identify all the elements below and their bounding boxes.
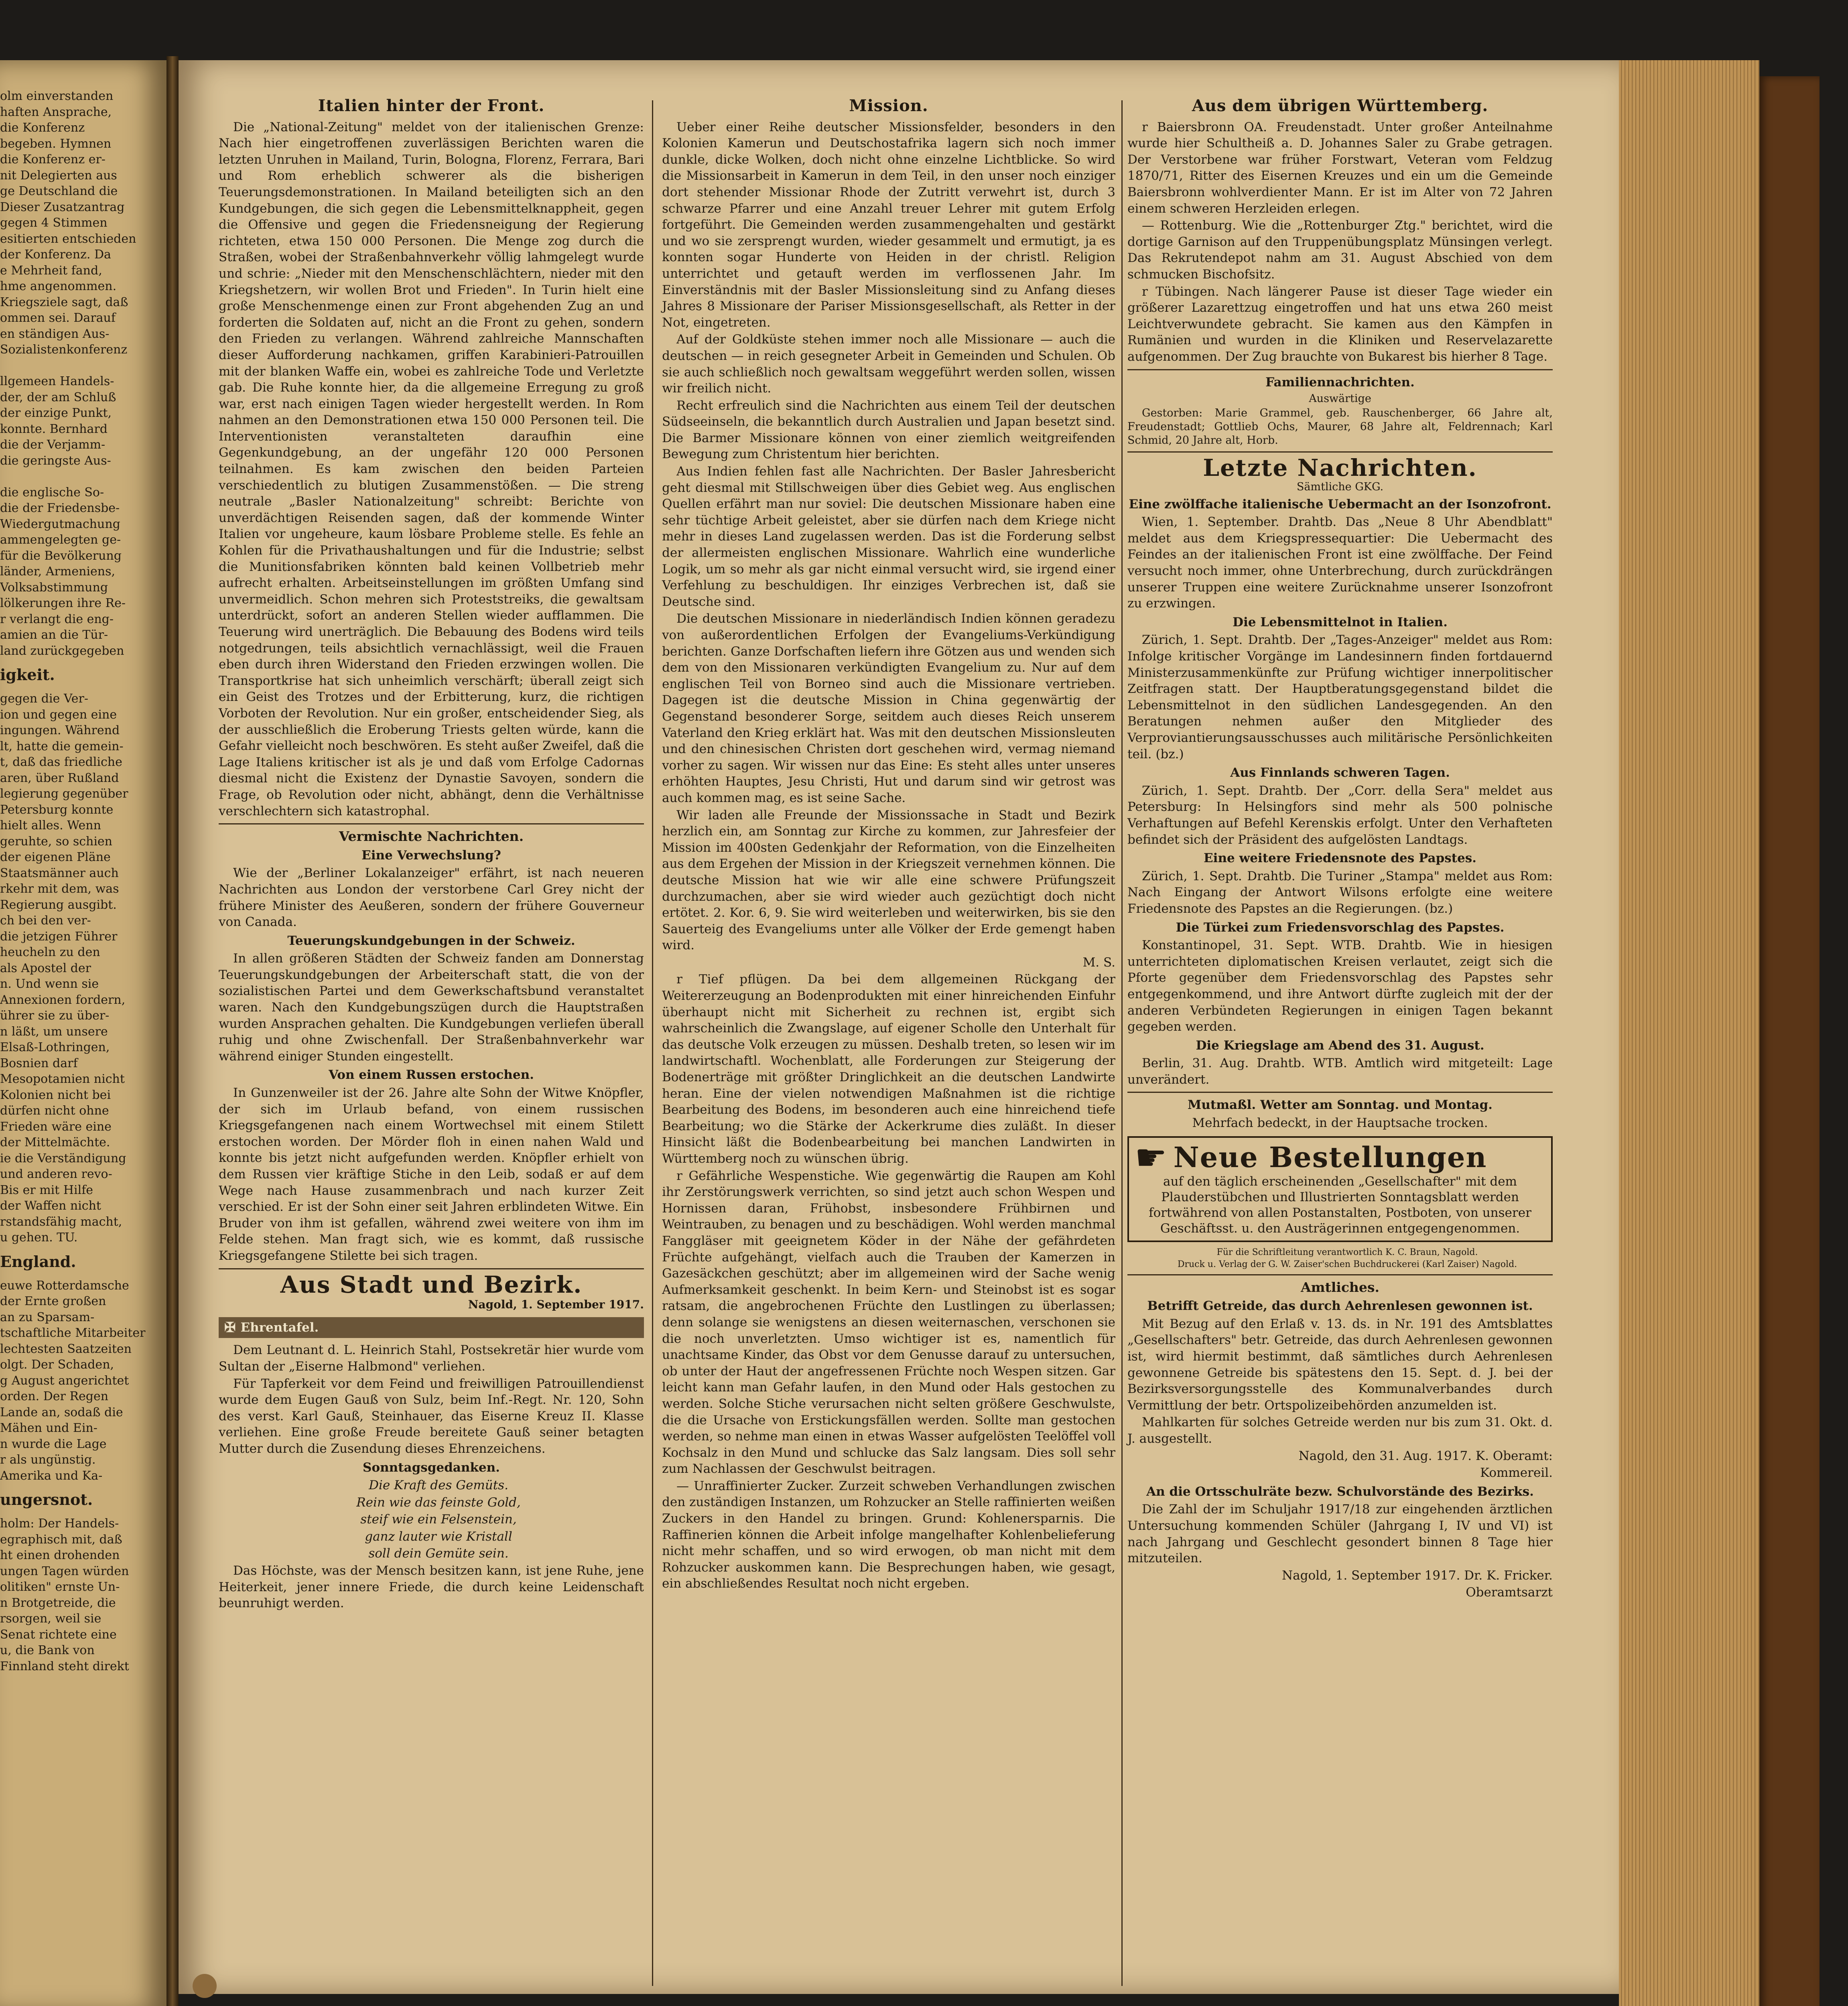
left-page-line: Lande an, sodaß die (0, 1405, 123, 1419)
left-page-line: lt, hatte die gemein- (0, 739, 124, 753)
imprint-line-1: Für die Schriftleitung verantwortlich K. C. Braun, Nagold. (1216, 1247, 1478, 1257)
left-page-line: der Waffen nicht (0, 1199, 101, 1213)
left-page-line: an zu Sparsam- (0, 1310, 95, 1324)
imprint-line-2: Druck u. Verlag der G. W. Zaiser'schen Buchdruckerei (Karl Zaiser) Nagold. (1177, 1259, 1517, 1269)
left-page-line: r als ungünstig. (0, 1453, 96, 1467)
subhead-finnland: Aus Finnlands schweren Tagen. (1230, 765, 1450, 780)
page-edge-stack (1619, 60, 1759, 2006)
left-page-line: ungen Tagen würden (0, 1564, 129, 1578)
left-page-line: land zurückgegeben (0, 644, 124, 658)
left-page-line: ingungen. Während (0, 723, 120, 737)
article-wespenstiche: r Gefährliche Wespenstiche. Wie gegenwärtig die Raupen am Kohl ihr Zerstörungswerk verrichten, so sind jetzt auch schon Wespen und Hornissen daran, Frühobst, insbesondere Frühbirnen und Weintrauben, zu benagen und zu beschädigen. Wohl werden manchmal Fanggläser mit geeignetem Köder in der Nähe der gefährdeten Früchte aufgehängt, vielfach auch die Trauben der Kamerzen in Gazesäckchen geschützt; aber im allgemeinen wird der Sache wenig Aufmerksamkeit geschenkt. In beim Kern- und Steinobst ist es sogar ratsam, die angebrochenen Früchte den Lustlingen zu überlassen; denn solange sie wenigstens an diesen weiternaschen, verschonen sie die noch unverletzten. Umso wichtiger ist es, namentlich für unachtsame Kinder, das Obst vor dem Genusse darauf zu untersuchen, ob unter der Haut der angefressenen Früchte noch Wespen sitzen. Gar leicht kann man Gefahr laufen, in den Mund oder Hals gestochen zu werden. Solche Stiche verursachen nicht selten größere Geschwulste, die die Ursache von Erstickungsfällen werden. Sollte man gestochen werden, so nehme man einen in etwas Wasser aufgelösten Teelöffel voll Kochsalz in den Mund und schlucke das Salz langsam. Dies soll sehr zum Nachlassen der Geschwulst beitragen. (662, 1168, 1115, 1476)
signature-oberamtsarzt: Oberamtsarzt (1466, 1585, 1553, 1600)
article-wien: Wien, 1. September. Drahtb. Das „Neue 8 Uhr Abendblatt" meldet aus dem Kriegspressequartier: Die Uebermacht des Feindes an der italienischen Front ist eine zwölffache. Der Feind versucht noch immer, ohne Unterbrechung, durch zurückdrängen unserer Truppen eine weitere Zurücknahme unserer Isonzofront zu erzwingen. (1127, 515, 1553, 611)
column-rule (652, 100, 653, 1986)
subhead-kriegslage: Die Kriegslage am Abend des 31. August. (1196, 1038, 1484, 1053)
article-ortsschulraete: Die Zahl der im Schuljahr 1917/18 zur eingehenden ärztlichen Untersuchung kommenden Schüler (Jahrgang I, IV und VI) ist nach Jahrgang und Geschlecht gesondert binnen 8 Tage hier mitzuteilen. (1127, 1502, 1553, 1566)
book-cover (1759, 76, 1820, 2006)
article-getreide-2: Mahlkarten für solches Getreide werden nur bis zum 31. Okt. d. J. ausgestellt. (1127, 1415, 1553, 1446)
left-page-line: g August angerichtet (0, 1373, 129, 1388)
left-page-line: n läßt, um unsere (0, 1024, 108, 1039)
headline-vermischte: Vermischte Nachrichten. (339, 828, 524, 845)
subhead-uebermacht: Eine zwölffache italienische Uebermacht an der Isonzofront. (1129, 497, 1552, 512)
left-page-line: haften Ansprache, (0, 105, 112, 119)
ad-body: auf den täglich erscheinenden „Gesellschafter" mit dem Plauderstübchen und Illustrierten Sonntagsblatt werden fortwährend von allen Postanstalten, Postboten, von unserer Geschäftsst. u. den Austrägerinnen entgegengenommen. (1149, 1174, 1531, 1236)
left-page-line: Petersburg konnte (0, 802, 114, 817)
headline-italien: Italien hinter der Front. (318, 96, 545, 115)
column-2 (662, 96, 1115, 1593)
subhead-wetter: Mutmaßl. Wetter am Sonntag. und Montag. (1188, 1098, 1493, 1113)
left-page-line: Amerika und Ka- (0, 1468, 103, 1483)
article-tief-pfluegen: r Tief pflügen. Da bei dem allgemeinen Rückgang der Weitererzeugung an Bodenprodukten mit einer hinreichenden Einfuhr überhaupt nicht mit Sicherheit zu rechnen ist, ergibt sich wahrscheinlich die Zwangslage, auf eigener Scholle den Unterhalt für das deutsche Volk erzeugen zu müssen. Deshalb treten, so lesen wir im landwirtschaftl. Wochenblatt, alle Forderungen zur Steigerung der Bodenerträge mit größter Dringlichkeit an die deutschen Landwirte heran. Eine der vielen notwendigen Maßnahmen ist die richtige Bearbeitung des Bodens, im besonderen auch eine hinreichend tiefe Bearbeitung; wo die Stärke der Ackerkrume dies zuläßt. In dieser Hinsicht läßt die Bodenbearbeitung bei manchen Landwirten in Württemberg noch zu wünschen übrig. (662, 972, 1115, 1166)
left-page-line: lölkerungen ihre Re- (0, 596, 126, 610)
article-wetter: Mehrfach bedeckt, in der Hauptsache trocken. (1192, 1116, 1488, 1131)
article-rottenburg: — Rottenburg. Wie die „Rottenburger Ztg." berichtet, wird die dortige Garnison auf den Truppenübungsplatz Münsingen verlegt. Das Rekrutendepot nahm am 31. August Abschied von dem schmucken Bischofsitz. (1127, 218, 1553, 282)
left-page-line: lechtesten Saatzeiten (0, 1342, 132, 1356)
left-page-line: hme angenommen. (0, 279, 117, 293)
left-page-line: ommen sei. Darauf (0, 311, 116, 325)
left-page-line: Mähen und Ein- (0, 1421, 97, 1435)
poem-title: Die Kraft des Gemüts. (369, 1478, 508, 1493)
subscription-ad (1127, 1136, 1553, 1242)
dateline: Nagold, 1. September 1917. (468, 1298, 644, 1312)
left-page-line: nit Delegierten aus (0, 168, 117, 183)
cross-icon: ✠ (224, 1319, 236, 1336)
left-page-line: olitiken" ernste Un- (0, 1580, 120, 1594)
left-page-line: die englische So- (0, 485, 104, 499)
subhead-tuerkei: Die Türkei zum Friedensvorschlag des Papstes. (1176, 920, 1505, 935)
left-page-line: aren, über Rußland (0, 771, 119, 785)
ad-title: Neue Bestellungen (1173, 1141, 1487, 1174)
left-page-line: t, daß das friedliche (0, 755, 122, 769)
left-page-line: dürfen nicht ohne (0, 1104, 109, 1118)
left-page-line: n Brotgetreide, die (0, 1596, 116, 1610)
left-page-line: konnte. Bernhard (0, 422, 108, 436)
left-page-line: rsorgen, weil sie (0, 1612, 102, 1626)
left-page-line: legierung gegenüber (0, 787, 128, 801)
left-page-line: tschaftliche Mitarbeiter (0, 1326, 146, 1340)
left-page-line: Bosnien darf (0, 1056, 78, 1070)
left-page-line: ch bei den ver- (0, 914, 91, 928)
subhead-lebensmittelnot: Die Lebensmittelnot in Italien. (1233, 615, 1448, 629)
article-teuerung: In allen größeren Städten der Schweiz fanden am Donnerstag Teuerungskundgebungen der Arbeiterschaft statt, die von der sozialistischen Partei und dem Gewerkschaftsbund veranstaltet waren. Nach den Kundgebungszügen durch die Hauptstraßen wurden Ansprachen gehalten. Die Kundgebungen verliefen überall ruhig und ohne Zwischenfall. Der Straßenbahnverkehr war während einiger Stunden eingestellt. (219, 951, 644, 1064)
left-page-line: Annexionen fordern, (0, 993, 126, 1007)
left-page-line: e Mehrheit fand, (0, 263, 102, 278)
poem-line: ganz lauter wie Kristall (365, 1529, 512, 1544)
left-page-line: euwe Rotterdamsche (0, 1278, 129, 1293)
archive-stamp (193, 1974, 217, 1998)
left-page-line: begeben. Hymnen (0, 136, 112, 151)
subhead-verwechslung: Eine Verwechslung? (361, 848, 501, 863)
left-page-column (0, 88, 158, 1674)
left-page-line: Finnland steht direkt (0, 1659, 129, 1673)
article-ehrentafel-2: Für Tapferkeit vor dem Feind und freiwilligen Patrouillendienst wurde dem Eugen Gauß von Sulz, beim Inf.-Regt. Nr. 120, Sohn des verst. Karl Gauß, Steinhauer, das Eiserne Kreuz II. Klasse verliehen. Eine große Freude bereitete Gauß seiner betagten Mutter durch die Zusendung dieses Ehrenzeichens. (219, 1376, 644, 1456)
left-page-line: Elsaß-Lothringen, (0, 1040, 110, 1054)
left-page-line: Staatsmänner auch (0, 866, 119, 880)
left-heading-hungersnot: ungersnot. (0, 1490, 93, 1509)
left-page-line: n wurde die Lage (0, 1437, 107, 1451)
signature-fricker: Nagold, 1. September 1917. Dr. K. Fricker. (1282, 1568, 1553, 1583)
section-rule (219, 1268, 644, 1269)
left-page-line: egraphisch mit, daß (0, 1532, 122, 1547)
headline-stadt-bezirk: Aus Stadt und Bezirk. (280, 1271, 583, 1298)
left-page-line: Bis er mit Hilfe (0, 1183, 93, 1197)
left-page (0, 60, 167, 2006)
article-verwechslung: Wie der „Berliner Lokalanzeiger" erfährt, ist nach neueren Nachrichten aus London der verstorbene Carl Grey nicht der frühere Minister des Aeußeren, sondern der frühere Gouverneur von Canada. (219, 866, 644, 930)
left-page-line: Kriegsziele sagt, daß (0, 295, 128, 309)
left-page-line: der Ernte großen (0, 1294, 106, 1308)
left-page-line: u gehen. TU. (0, 1230, 78, 1245)
signature-kommereil: Kommereil. (1480, 1466, 1553, 1480)
article-familie: Gestorben: Marie Grammel, geb. Rauschenberger, 66 Jahre alt, Freudenstadt; Gottlieb Ochs, Maurer, 68 Jahre alt, Feldrennach; Karl Schmid, 20 Jahre alt, Horb. (1127, 407, 1553, 447)
left-heading-igkeit: igkeit. (0, 666, 55, 684)
left-page-line: olm einverstanden (0, 89, 114, 103)
left-page-line: ammengelegten ge- (0, 533, 121, 547)
headline-letzte-nachrichten: Letzte Nachrichten. (1203, 454, 1477, 482)
article-mission-4: Aus Indien fehlen fast alle Nachrichten. Der Basler Jahresbericht geht diesmal mit Stillschweigen über dies Gebiet weg. Aus englischen Quellen erfährt man nur soviel: Die deutschen Missionare haben eine sehr tüchtige Arbeit geleistet, aber sie dürfen nach dem Kriege nicht mehr in dieses Land zugelassen werden. Das ist die Forderung selbst der allermeisten englischen Missionare. Wahrlich eine wunderliche Logik, um so mehr als gar nicht einmal versucht wird, sie irgend einer Verfehlung zu beschuldigen. Ihr einziges Verbrechen ist, daß sie Deutsche sind. (662, 464, 1115, 609)
headline-wuerttemberg: Aus dem übrigen Württemberg. (1192, 96, 1489, 115)
left-page-line: Regierung ausgibt. (0, 897, 117, 912)
article-zuerich-1: Zürich, 1. Sept. Drahtb. Der „Tages-Anzeiger" meldet aus Rom: Infolge kritischer Vorgänge im Landesinnern finden fortdauernd Ministerzusammenkünfte zur Prüfung wichtiger innerpolitischer Zeitfragen statt. Der Hauptberatungsgegenstand bildet die Lebensmittelnot in den südlichen Landesgegenden. An den Beratungen nehmen außer den Mitglieder des Verproviantierungsausschusses auch militärische Persönlichkeiten teil. (bz.) (1127, 633, 1553, 761)
column-rule (1121, 100, 1123, 1986)
left-page-line: ie die Verständigung (0, 1151, 126, 1165)
article-zuerich-3: Zürich, 1. Sept. Drahtb. Die Turiner „Stampa" meldet aus Rom: Nach Eingang der Antwort Wilsons erfolgte eine weitere Friedensnote des Papstes an die Regierungen. (bz.) (1127, 869, 1553, 916)
pointing-hand-icon: ☛ (1135, 1136, 1167, 1179)
left-page-line: die jetzigen Führer (0, 929, 118, 944)
section-rule (1127, 451, 1553, 453)
article-mission-1: Ueber einer Reihe deutscher Missionsfelder, besonders in den Kolonien Kamerun und Deutschostafrika lagern sich noch immer dunkle, dicke Wolken, doch nicht ohne einzelne Lichtblicke. So wird die Missionsarbeit in Kamerun in dem Teil, in den unser noch einziger dort stehender Missionar Rhode der Zutritt verwehrt ist, durch 3 schwarze Pfarrer und eine Anzahl treuer Lehrer mit gutem Erfolg fortgeführt. Die Gemeinden werden zusammengehalten und gestärkt und wo sie zersprengt wurden, wieder gesammelt und ermutigt, ja es konnten sogar Hunderte von Heiden in der christl. Religion unterrichtet und getauft werden im verflossenen Jahr. Im Einverständnis mit der Basler Missionsleitung sind zu Anfang dieses Jahres 8 Missionare der Pariser Missionsgesellschaft, als Retter in der Not, eingetreten. (662, 120, 1115, 330)
section-rule (1127, 1092, 1553, 1093)
left-page-line: ührer sie zu über- (0, 1009, 110, 1023)
left-page-line: geruhte, so schien (0, 834, 113, 849)
article-konstantinopel: Konstantinopel, 31. Sept. WTB. Drahtb. Wie in hiesigen unterrichteten diplomatischen Kreisen verlautet, zeigt sich die Pforte gegenüber dem Friedensvorschlag des Papstes sehr entgegenkommend, und ihre Antwort dürfte zugleich mit der der anderen Verbündeten Regierungen in einigen Tagen bekannt gegeben werden. (1127, 938, 1553, 1034)
left-page-line: rstandsfähig macht, (0, 1214, 122, 1229)
article-berlin: Berlin, 31. Aug. Drahtb. WTB. Amtlich wird mitgeteilt: Lage unverändert. (1127, 1056, 1553, 1087)
article-tuebingen: r Tübingen. Nach längerer Pause ist dieser Tage wieder ein größerer Lazarettzug eingetroffen und hat uns etwa 260 meist Leichtverwundete gebracht. Sie kamen aus den Kämpfen in Rumänien und wurden in die Kliniken und Reservelazarette aufgenommen. Der Zug brauchte von Bukarest bis hierher 8 Tage. (1127, 284, 1553, 364)
left-page-line: gegen die Ver- (0, 692, 89, 706)
article-mission-3: Recht erfreulich sind die Nachrichten aus einem Teil der deutschen Südseeinseln, die bekanntlich durch Australien und Japan besetzt sind. Die Barmer Missionare können von einer ziemlich weitgreifenden Bewegung zum Christentum hier berichten. (662, 398, 1115, 462)
section-rule (1127, 1274, 1553, 1275)
section-rule (219, 823, 644, 824)
article-zuerich-2: Zürich, 1. Sept. Drahtb. Der „Corr. della Sera" meldet aus Petersburg: In Helsingfors sind mehr als 500 polnische Verhaftungen auf Befehl Kerenskis erfolgt. Unter den Verhafteten befindet sich der Präsident des aufgelösten Landtags. (1127, 783, 1553, 847)
article-italien: Die „National-Zeitung" meldet von der italienischen Grenze: Nach hier eingetroffenen zuverlässigen Berichten waren die letzten Unruhen in Mailand, Turin, Bologna, Florenz, Ferrara, Bari und Rom erheblich schwerer als die bisherigen Teuerungsdemonstrationen. In Mailand beteiligten sich an den Kundgebungen, die sich gegen die Lebensmittelknappheit, gegen die Offensive und gegen die Friedensneigung der Regierung richteten, etwa 150 000 Personen. Die Menge zog durch die Straßen, wobei der Straßenbahnverkehr völlig lahmgelegt wurde und schrie: „Nieder mit den Menschenschlächtern, nieder mit den Kriegshetzern, wir wollen Brot und Frieden". In Turin hielt eine große Menschenmenge einen zur Front abgehenden Zug an und forderten die Soldaten auf, nicht an die Front zu gehen, sondern den Frieden zu verlangen. Während zahlreiche Mannschaften dieser Aufforderung nachkamen, griffen Karabinieri-Patrouillen mit der blanken Waffe ein, wobei es zahlreiche Tode und Verletzte gab. Die Ruhe konnte hier, da die allgemeine Erregung zu groß war, erst nach einigen Tagen wieder hergestellt werden. In Rom nahmen an den Demonstrationen etwa 150 000 Personen teil. Die Interventionisten veranstalteten daraufhin eine Gegenkundgebung, an der ungefähr 120 000 Personen teilnahmen. Es kam zwischen den beiden Parteien verschiedentlich zu blutigen Zusammenstößen. — Die streng neutrale „Basler Nationalzeitung" schreibt: Berichte von unverdächtigen Reisenden sagen, daß der kommende Winter Italien vor ungeheure, kaum lösbare Probleme stelle. Es fehle an Kohlen für die Privathaushaltungen und für die Industrie; selbst die Munitionsfabriken könnten bald keinen Vollbetrieb mehr aufrecht erhalten. Arbeitseinstellungen im größten Umfang sind unvermeidlich. Schon mehren sich Proteststreiks, die gewaltsam unterdrückt, sofort an anderen Stellen wieder aufflammen. Die Teuerung wird unerträglich. Die Bebauung des Bodens wird teils notgedrungen, teils absichtlich vernachlässigt, weil die Frauen eben durch ihren Widerstand den Frieden erzwingen wollen. Die Transportkrise hat sich unheimlich verschärft; überall zeigt sich ein Geist des Trotzes und der Erbitterung, kurz, die richtigen Vorboten der Revolution. Nur ein großer, entscheidender Sieg, als der ausschließlich die Eroberung Triests gelten würde, kann die Gefahr vielleicht noch beschwören. Es steht außer Zweifel, daß die Lage Italiens kritischer ist als je und daß vom Erfolge Cadornas diesmal nicht die Existenz der Dynastie Savoyen, sondern die Frage, ob Revolution oder nicht, abhängt, denn die Verhältnisse verschlechtern sich katastrophal. (219, 120, 644, 818)
column-3 (1127, 96, 1553, 1602)
left-page-line: n. Und wenn sie (0, 977, 99, 991)
left-page-line: ge Deutschland die (0, 184, 118, 198)
article-mission-5: Die deutschen Missionare in niederländisch Indien können geradezu von außerordentlichen Erfolgen der Evangeliums-Verkündigung berichten. Ganze Dorfschaften liefern ihre Götzen aus und wenden sich dem von den Missionaren verkündigten Evangelium zu. Nur auf dem englischen Teil von Borneo sind auch die Missionare vertrieben. Dagegen ist die deutsche Mission in China gegenwärtig der Gegenstand besonderer Sorge, seitdem auch dieses Reich unserem Vaterland den Krieg erklärt hat. Was mit den deutschen Missionsleuten und den chinesischen Christen dort geschehen wird, vermag niemand vorher zu sagen. Wir wissen nur das Eine: Es steht alles unter unseres erhöhten Hauptes, Jesu Christi, Hut und darum sind wir getrost was auch kommen mag, es ist seine Sache. (662, 611, 1115, 805)
left-page-line: länder, Armeniens, (0, 564, 116, 579)
left-page-line: olgt. Der Schaden, (0, 1358, 114, 1372)
subhead-sonntagsgedanken: Sonntagsgedanken. (363, 1460, 500, 1475)
left-page-line: hielt alles. Wenn (0, 818, 101, 832)
article-zucker: — Unraffinierter Zucker. Zurzeit schweben Verhandlungen zwischen den zuständigen Instanzen, um Rohzucker an Stelle raffinierten weißen Zuckers in den Handel zu bringen. Grund: Kohlenersparnis. Die Raffinerien können die Arbeit infolge mangelhafter Kohlenbelieferung nicht mehr schaffen, und so wird erwogen, ob man nicht mit dem Rohzucker auskommen kann. Die Besprechungen haben, wie gesagt, ein abschließendes Resultat noch nicht ergeben. (662, 1478, 1116, 1591)
left-page-line: Dieser Zusatzantrag (0, 200, 125, 214)
left-page-line: der einzige Punkt, (0, 406, 112, 420)
left-page-line: der Konferenz. Da (0, 248, 111, 262)
article-russen: In Gunzenweiler ist der 26. Jahre alte Sohn der Witwe Knöpfler, der sich im Urlaub befand, von einem russischen Kriegsgefangenen nach einem Wortwechsel mit einem Stilett erstochen worden. Der Mörder floh in einen nahen Wald und konnte bis jetzt nicht aufgefunden werden. Knöpfler erhielt von dem Russen vier kräftige Stiche in den Leib, sodaß er auf dem Wege nach Hause zusammenbrach und nach kurzer Zeit verschied. Er ist der Sohn einer seit Jahren erblindeten Witwe. Ein Bruder von ihm ist gefallen, während zwei weitere von ihm im Felde stehen. Man fragt sich, wie es kommt, daß russische Kriegsgefangene Stilette bei sich tragen. (219, 1086, 644, 1263)
subhead-russen: Von einem Russen erstochen. (329, 1068, 534, 1082)
section-rule (1127, 369, 1553, 370)
article-sonntag: Das Höchste, was der Mensch besitzen kann, ist jene Ruhe, jene Heiterkeit, jener innere Friede, die durch keine Leidenschaft beunruhigt werden. (219, 1563, 644, 1611)
left-page-line: en ständigen Aus- (0, 327, 110, 341)
subhead-teuerung: Teuerungskundgebungen in der Schweiz. (287, 933, 575, 948)
left-page-line: Wiedergutmachung (0, 517, 120, 531)
article-mission-2: Auf der Goldküste stehen immer noch alle Missionare — auch die deutschen — in reich gesegneter Arbeit in Gemeinden und Schulen. Ob sie auch schließlich noch gewaltsam weggeführt werden sollen, wissen wir freilich nicht. (662, 332, 1115, 396)
left-page-line: die Konferenz (0, 121, 85, 135)
column-1 (219, 96, 644, 1612)
ehrentafel-label: Ehrentafel. (240, 1320, 319, 1335)
signature-mission: M. S. (1082, 955, 1115, 970)
poem-line: Rein wie das feinste Gold, (356, 1495, 521, 1510)
left-page-line: der Mittelmächte. (0, 1135, 110, 1149)
article-getreide-1: Mit Bezug auf den Erlaß v. 13. ds. in Nr. 191 des Amtsblattes „Gesellschafters" betr. Getreide, das durch Aehrenlesen gewonnen ist, wird hiermit bestimmt, daß sämtliches durch Aehrenlesen gewonnene Getreide bis spätestens den 15. Sept. d. J. bei der Bezirksversorgungsstelle des Kommunalverbandes durch Vermittlung der betr. Ortspolizeibehörden anzumelden ist. (1127, 1316, 1553, 1413)
left-page-line: für die Bevölkerung (0, 548, 122, 563)
subline-letzte: Sämtliche GKG. (1296, 480, 1384, 493)
ehrentafel-banner (219, 1317, 644, 1338)
headline-mission: Mission. (849, 96, 928, 115)
left-page-line: llgemeen Handels- (0, 374, 114, 388)
left-page-line: die der Verjamm- (0, 438, 106, 452)
left-page-line: Frieden wäre eine (0, 1119, 112, 1134)
left-page-line: der eigenen Pläne (0, 850, 111, 864)
poem-line: steif wie ein Felsenstein, (360, 1512, 517, 1527)
left-page-line: Mesopotamien nicht (0, 1072, 125, 1086)
subhead-papst: Eine weitere Friedensnote des Papstes. (1204, 851, 1476, 866)
left-page-line: gegen 4 Stimmen (0, 216, 108, 230)
left-page-line: die geringste Aus- (0, 453, 111, 468)
left-page-line: amien an die Tür- (0, 628, 108, 642)
left-page-line: Volksabstimmung (0, 580, 108, 595)
subhead-getreide: Betrifft Getreide, das durch Aehrenlesen gewonnen ist. (1147, 1299, 1533, 1314)
headline-amtliches: Amtliches. (1301, 1279, 1379, 1295)
subhead-familie: Familiennachrichten. (1265, 375, 1415, 390)
left-page-line: als Apostel der (0, 961, 91, 975)
left-page-line: der, der am Schluß (0, 390, 116, 404)
left-page-line: u, die Bank von (0, 1643, 95, 1657)
poem-line: soll dein Gemüte sein. (368, 1546, 509, 1561)
signature-oberamt: Nagold, den 31. Aug. 1917. K. Oberamt: (1298, 1448, 1553, 1463)
subhead-auswaertige: Auswärtige (1309, 392, 1371, 405)
left-page-line: Kolonien nicht bei (0, 1088, 111, 1102)
left-heading-england: England. (0, 1252, 76, 1271)
left-page-line: Sozialistenkonferenz (0, 343, 128, 357)
left-page-line: orden. Der Regen (0, 1389, 109, 1403)
subhead-ortsschulraete: An die Ortsschulräte bezw. Schulvorstände des Bezirks. (1146, 1484, 1534, 1499)
left-page-line: die Konferenz er- (0, 152, 106, 166)
left-page-line: die der Friedensbe- (0, 501, 120, 515)
left-page-line: Senat richtete eine (0, 1627, 117, 1642)
article-ehrentafel-1: Dem Leutnant d. L. Heinrich Stahl, Postsekretär hier wurde vom Sultan der „Eiserne Halbmond" verliehen. (219, 1343, 644, 1374)
left-page-line: r verlangt die eng- (0, 612, 114, 626)
article-mission-6: Wir laden alle Freunde der Missionssache in Stadt und Bezirk herzlich ein, am Sonntag zur Kirche zu kommen, zur Jahresfeier der Mission im 400sten Gedenkjahr der Reformation, von die Einzelheiten aus dem Ergehen der Mission in der Kriegszeit vernehmen können. Die deutsche Mission hat wie wir alle eine schwere Prüfungszeit durchzumachen, aber sie wird wieder auch gezüchtigt doch nicht ertötet. 2. Kor. 6, 9. Sie wird weiterleben und weiterwirken, bis sie den Sauerteig des Evangeliums unter alle Völker der Erde gemengt haben wird. (662, 808, 1115, 953)
left-page-line: und anderen revo- (0, 1167, 112, 1181)
left-page-line: holm: Der Handels- (0, 1517, 119, 1531)
left-page-line: esitierten entschieden (0, 231, 136, 246)
book-gutter (167, 56, 179, 2006)
left-page-line: heucheln zu den (0, 945, 100, 959)
left-page-line: rkehr mit dem, was (0, 882, 119, 896)
left-page-line: ht einen drohenden (0, 1548, 120, 1562)
article-baiersbronn: r Baiersbronn OA. Freudenstadt. Unter großer Anteilnahme wurde hier Schultheiß a. D. Johannes Saler zu Grabe getragen. Der Verstorbene war früher Forstwart, Veteran vom Feldzug 1870/71, Ritter des Eisernen Kreuzes und ein um die Gemeinde Baiersbronn wohlverdienter Mann. Er ist im Alter von 72 Jahren einem schweren Herzleiden erlegen. (1127, 120, 1553, 216)
left-page-line: ion und gegen eine (0, 707, 117, 722)
